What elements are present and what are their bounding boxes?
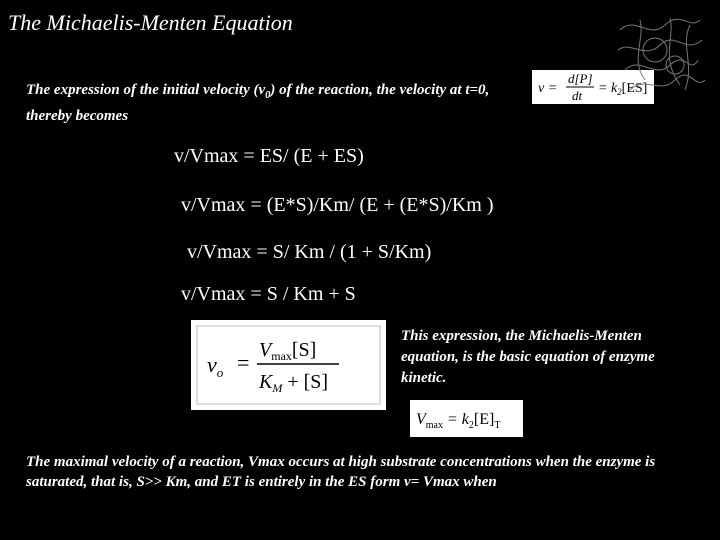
equation-line-4: v/Vmax = S / Km + S <box>181 283 356 305</box>
enzyme-structure-image <box>610 10 710 98</box>
vmax-formula-box <box>410 400 523 437</box>
equation-line-1: v/Vmax = ES/ (E + ES) <box>174 145 364 167</box>
vmax-formula-text: $V_{max} = k_2[E]_T$ <box>416 411 501 431</box>
velocity-num: d[P] <box>568 71 593 86</box>
mm-equals: = <box>237 350 250 375</box>
michaelis-menten-formula <box>191 320 386 410</box>
protein-ribbon-icon <box>610 10 710 98</box>
intro-text-b: ) of the reaction, the velocity at t=0, thereby becomes <box>26 82 490 124</box>
velocity-den: dt <box>572 88 583 103</box>
bottom-text: The maximal velocity of a reaction, Vmax occurs at high substrate concentrations when the enzyme is saturated, that is, S>> Km, and ET is entirely in the ES form v= Vmax when <box>26 454 656 490</box>
intro-text-a: The expression of the initial velocity (v <box>26 82 266 98</box>
velocity-rhs: = $k_2[ES]$ <box>598 81 648 97</box>
equation-line-3: v/Vmax = S/ Km / (1 + S/Km) <box>187 241 432 263</box>
vmax-formula <box>410 400 523 437</box>
mm-lhs: $v_o$ <box>207 352 224 380</box>
velocity-lhs: v = <box>538 81 558 96</box>
equation-line-2: v/Vmax = (E*S)/Km/ (E + (E*S)/Km ) <box>181 194 494 216</box>
intro-text <box>26 80 526 127</box>
mm-denominator: $K_M + [S]$ <box>259 371 329 395</box>
intro-sub: 0 <box>265 90 271 101</box>
mm-description: This expression, the Michaelis-Menten equation, is the basic equation of enzyme kinetic. <box>401 328 655 386</box>
michaelis-menten-formula-box <box>191 320 386 410</box>
slide-title: The Michaelis-Menten Equation <box>8 10 293 35</box>
mm-numerator: $V_{max}[S]$ <box>259 339 317 363</box>
